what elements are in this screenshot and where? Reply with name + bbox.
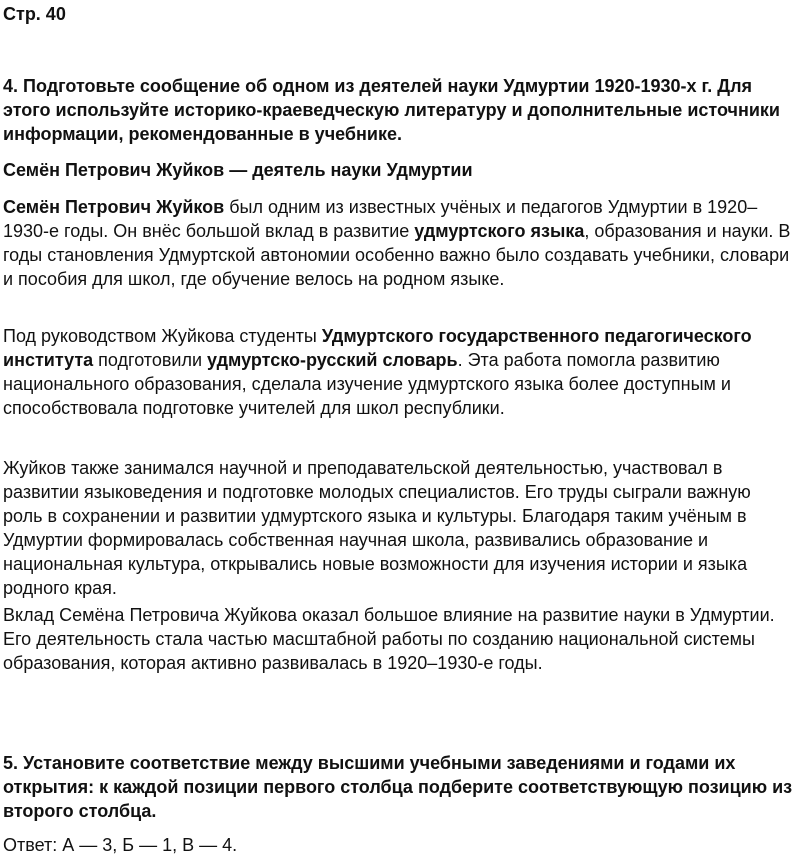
essay-p2-text-3: . Эта работа помогла развитию национального образования, сделала изучение удмуртского языка более доступным и способствовала подготовке учителей для школ республики.: [3, 350, 731, 418]
essay-p1-text-2: , образования и науки. В годы становления Удмуртской автономии особенно важно было создавать учебники, словари и пособия для школ, где обучение велось на родном языке.: [3, 221, 791, 289]
task-4-prompt: 4. Подготовьте сообщение об одном из деятелей науки Удмуртии 1920-1930-х г. Для этого используйте историко-краеведческую литературу и дополнительные источники информации, рекомендованные в учебнике.: [3, 76, 780, 144]
task-5-prompt: 5. Установите соответствие между высшими учебными заведениями и годами их открытия: к каждой позиции первого столбца подберите соответствующую позицию из второго столбца.: [3, 753, 793, 821]
essay-p1-bold-name: Семён Петрович Жуйков: [3, 197, 225, 217]
page-label: Стр. 40: [3, 4, 66, 24]
essay-heading: Семён Петрович Жуйков — деятель науки Удмуртии: [3, 160, 473, 180]
essay-p1-text-1: был одним из известных учёных и педагогов Удмуртии в 1920–1930-е годы. Он внёс большой вклад в развитие: [3, 197, 758, 241]
task-5-answer: Ответ: А — 3, Б — 1, В — 4.: [3, 835, 238, 855]
essay-paragraph-1: [3, 195, 793, 291]
essay-p2-text-1: Под руководством Жуйкова студенты: [3, 326, 322, 346]
essay-p2-bold-institute: Удмуртского государственного педагогического института: [3, 326, 752, 370]
essay-paragraph-4: Вклад Семёна Петровича Жуйкова оказал большое влияние на развитие науки в Удмуртии. Его деятельность стала частью масштабной работы по созданию национальной системы образования, которая активно развивалась в 1920–1930-е годы.: [3, 605, 775, 673]
essay-paragraph-2: [3, 324, 793, 420]
essay-p2-bold-dictionary: удмуртско-русский словарь: [207, 350, 458, 370]
essay-p2-text-2: подготовили: [93, 350, 208, 370]
essay-paragraph-3: Жуйков также занимался научной и преподавательской деятельностью, участвовал в развитии языковедения и подготовке молодых специалистов. Его труды сыграли важную роль в сохранении и развитии удмуртского языка и культуры. Благодаря таким учёным в Удмуртии формировалась собственная научная школа, развивались образование и национальная культура, открывались новые возможности для изучения истории и языка родного края.: [3, 458, 751, 598]
essay-p1-bold-language: удмуртского языка: [414, 221, 585, 241]
